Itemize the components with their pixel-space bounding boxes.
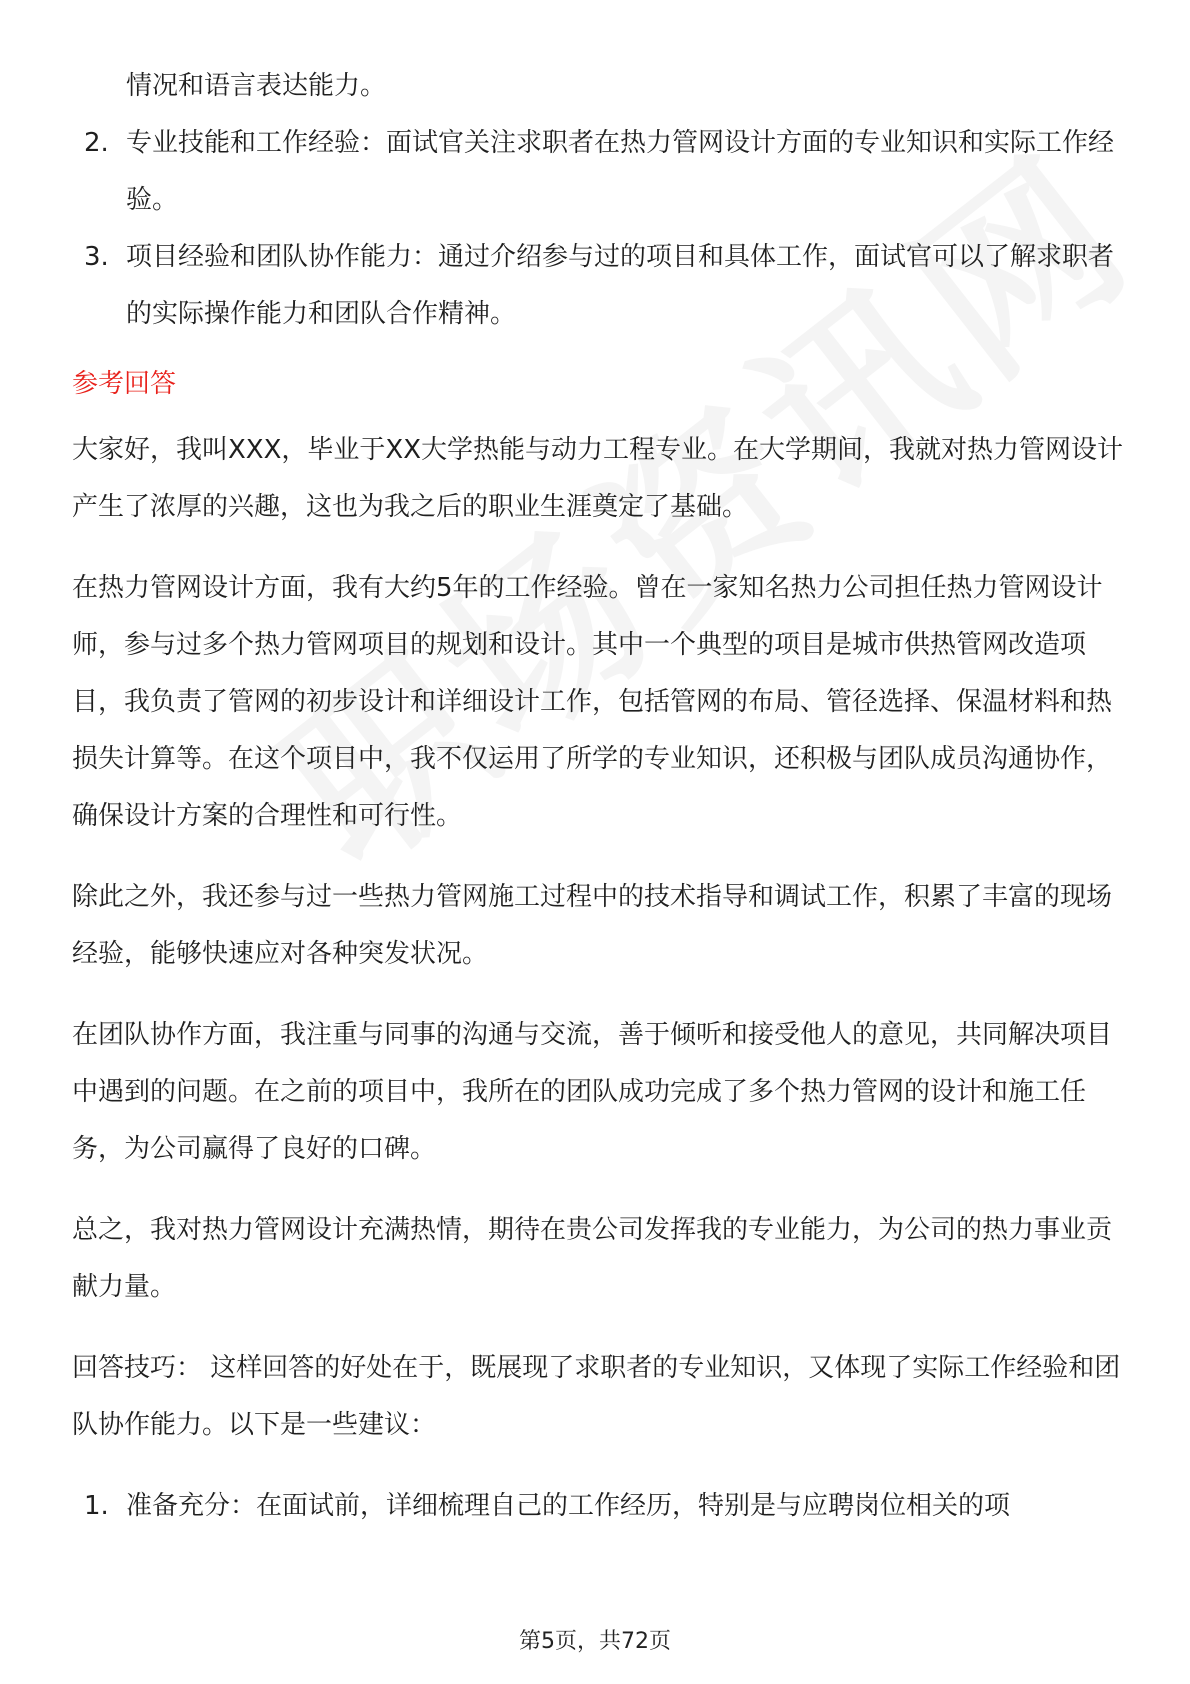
list-item: [72, 1478, 1132, 1535]
list-item: [72, 229, 1132, 343]
paragraph: 除此之外，我还参与过一些热力管网施工过程中的技术指导和调试工作，积累了丰富的现场经验，能够快速应对各种突发状况。: [72, 882, 1113, 969]
document-body: [72, 58, 1132, 1535]
list-item-text: 项目经验和团队协作能力：通过介绍参与过的项目和具体工作，面试官可以了解求职者的实际操作能力和团队合作精神。: [126, 242, 1115, 329]
ordered-list-2: [72, 1478, 1132, 1535]
paragraph: 回答技巧： 这样回答的好处在于，既展现了求职者的专业知识，又体现了实际工作经验和团队协作能力。以下是一些建议：: [72, 1353, 1121, 1440]
ordered-list-1: [72, 115, 1132, 343]
paragraph: 在团队协作方面，我注重与同事的沟通与交流，善于倾听和接受他人的意见，共同解决项目中遇到的问题。在之前的项目中，我所在的团队成功完成了多个热力管网的设计和施工任务，为公司赢得了良好的口碑。: [72, 1020, 1113, 1164]
paragraph: 在热力管网设计方面，我有大约5年的工作经验。曾在一家知名热力公司担任热力管网设计师，参与过多个热力管网项目的规划和设计。其中一个典型的项目是城市供热管网改造项目，我负责了管网的初步设计和详细设计工作，包括管网的布局、管径选择、保温材料和热损失计算等。在这个项目中，我不仅运用了所学的专业知识，还积极与团队成员沟通协作，确保设计方案的合理性和可行性。: [72, 573, 1113, 831]
paragraph: 总之，我对热力管网设计充满热情，期待在贵公司发挥我的专业能力，为公司的热力事业贡献力量。: [72, 1215, 1113, 1302]
list-number: 1.: [84, 1491, 109, 1521]
list-number: 3.: [84, 242, 109, 272]
paragraph: 大家好，我叫XXX，毕业于XX大学热能与动力工程专业。在大学期间，我就对热力管网设计产生了浓厚的兴趣，这也为我之后的职业生涯奠定了基础。: [72, 435, 1124, 522]
page-footer: 第5页，共72页: [519, 1629, 671, 1654]
list-item: [72, 115, 1132, 229]
list-number: 2.: [84, 128, 109, 158]
list-item-text: 准备充分：在面试前，详细梳理自己的工作经历，特别是与应聘岗位相关的项: [126, 1491, 1011, 1521]
list-item-continuation: 情况和语言表达能力。: [126, 71, 387, 101]
list-item-text: 专业技能和工作经验：面试官关注求职者在热力管网设计方面的专业知识和实际工作经验。: [126, 128, 1115, 215]
section-heading: 参考回答: [72, 369, 177, 399]
